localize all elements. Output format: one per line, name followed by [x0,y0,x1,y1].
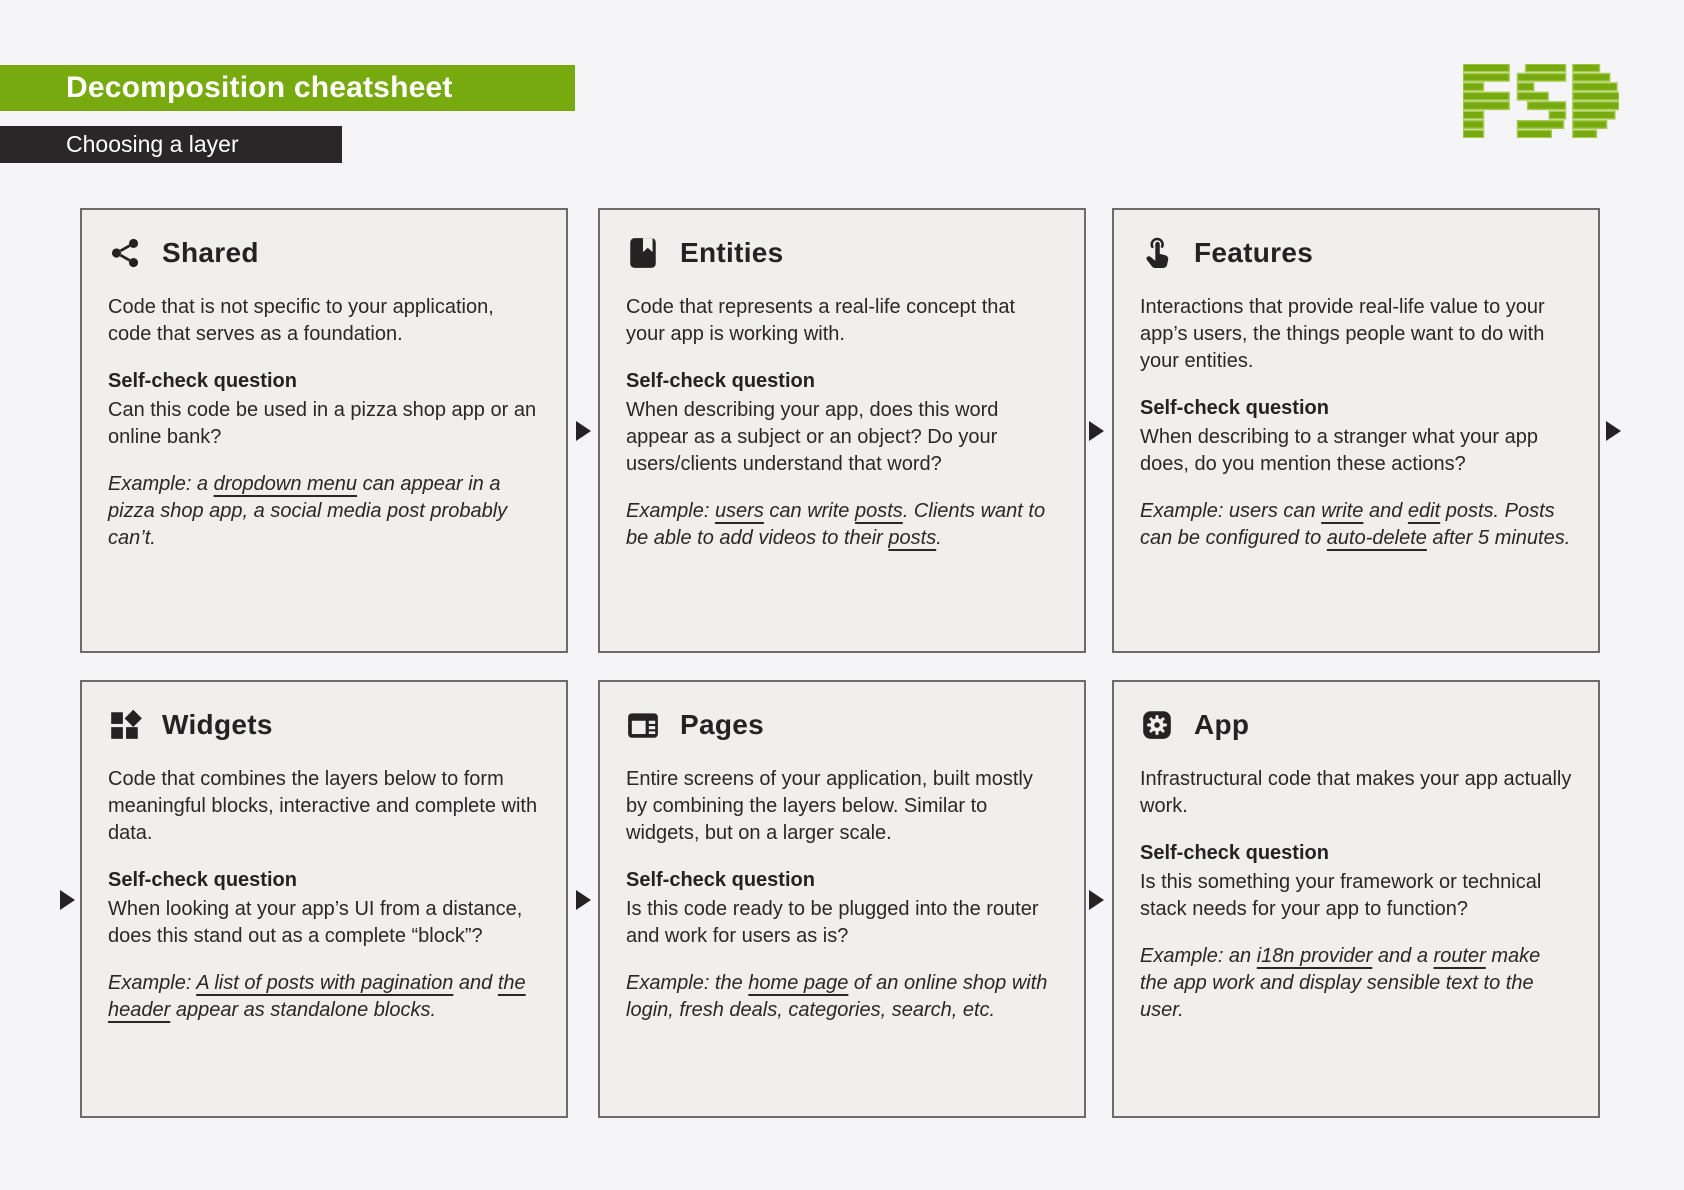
card-header [108,708,540,742]
flow-arrow-shared-to-entities-icon [576,421,591,441]
page-subtitle: Choosing a layer [66,131,239,157]
self-check-label: Self-check question [1140,842,1329,864]
underlined-term: dropdown menu [213,473,358,495]
fsd-logo-icon [1463,64,1619,138]
card-description: Code that represents a real-life concept that your app is working with. [626,296,1016,345]
flow-arrow-widgets-to-pages-icon [576,890,591,910]
underlined-term: users [714,500,764,522]
tap-gesture-icon [1140,236,1174,270]
card-title: Shared [162,237,259,268]
card-title: Pages [680,709,764,740]
card-description: Interactions that provide real-life value to your app’s users, the things people want to do with your entities. [1140,296,1545,372]
share-icon [108,236,142,270]
card-features [1112,208,1600,653]
card-title: Entities [680,237,784,268]
example-text: Example: an i18n provider and a router make the app work and display sensible text to the user. [1140,945,1541,1021]
card-header [1140,236,1572,270]
card-title: App [1194,709,1250,740]
card-shared [80,208,568,653]
underlined-term: A list of posts with pagination [196,972,454,994]
self-check-question: When describing your app, does this word appear as a subject or an object? Do your users/clients understand that word? [626,399,999,475]
underlined-term: auto-delete [1326,527,1427,549]
book-bookmark-icon [626,236,660,270]
card-title: Features [1194,237,1314,268]
card-title: Widgets [162,709,273,740]
self-check-question: Can this code be used in a pizza shop app or an online bank? [108,399,537,448]
example-text: Example: A list of posts with pagination and the header appear as standalone blocks. [108,972,526,1021]
flow-arrow-entities-to-features-icon [1089,421,1104,441]
example-text: Example: users can write and edit posts. Posts can be configured to auto-delete after 5 minutes. [1140,500,1571,549]
self-check-label: Self-check question [626,370,815,392]
card-app [1112,680,1600,1118]
page-layout-icon [626,708,660,742]
underlined-term: write [1321,500,1364,522]
card-header [626,708,1058,742]
flow-arrow-pages-to-app-icon [1089,890,1104,910]
example-text: Example: the home page of an online shop with login, fresh deals, categories, search, etc. [626,972,1048,1021]
self-check-question: Is this code ready to be plugged into the router and work for users as is? [626,898,1039,947]
underlined-term: i18n provider [1256,945,1373,967]
flow-arrow-into-widgets-icon [60,890,75,910]
card-widgets [80,680,568,1118]
flow-arrow-features-out-icon [1606,421,1621,441]
card-header [108,236,540,270]
self-check-question: When looking at your app’s UI from a distance, does this stand out as a complete “block”? [108,898,523,947]
page-title: Decomposition cheatsheet [66,71,453,104]
self-check-label: Self-check question [108,869,297,891]
self-check-question: When describing to a stranger what your app does, do you mention these actions? [1140,426,1538,475]
card-header [626,236,1058,270]
subtitle-bar [0,126,342,163]
gear-icon [1140,708,1174,742]
example-text: Example: users can write posts. Clients want to be able to add videos to their posts. [626,500,1046,549]
self-check-label: Self-check question [1140,397,1329,419]
underlined-term: posts [888,527,937,549]
self-check-question: Is this something your framework or technical stack needs for your app to function? [1140,871,1542,920]
underlined-term: the header [108,972,526,1021]
card-description: Code that combines the layers below to form meaningful blocks, interactive and complete with data. [108,768,538,844]
card-pages [598,680,1086,1118]
underlined-term: home page [748,972,849,994]
card-description: Code that is not specific to your application, code that serves as a foundation. [108,296,494,345]
underlined-term: edit [1407,500,1441,522]
blocks-icon [108,708,142,742]
self-check-label: Self-check question [626,869,815,891]
card-header [1140,708,1572,742]
underlined-term: router [1433,945,1486,967]
card-entities [598,208,1086,653]
card-description: Infrastructural code that makes your app actually work. [1140,768,1572,817]
title-bar [0,65,575,111]
example-text: Example: a dropdown menu can appear in a pizza shop app, a social media post probably can’t. [108,473,508,549]
self-check-label: Self-check question [108,370,297,392]
card-description: Entire screens of your application, built mostly by combining the layers below. Similar to widgets, but on a larger scale. [626,768,1033,844]
underlined-term: posts [855,500,903,522]
